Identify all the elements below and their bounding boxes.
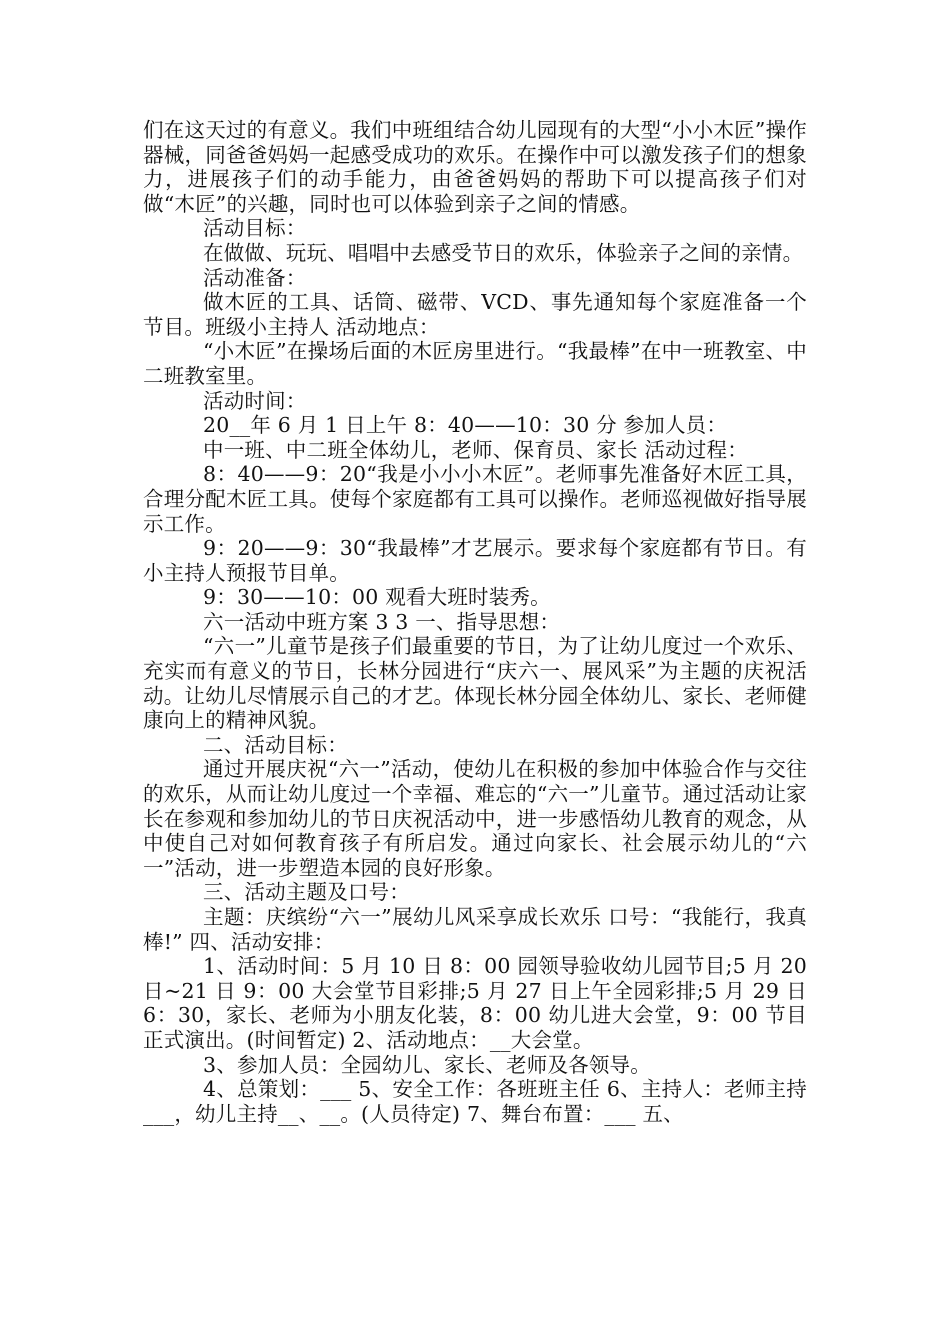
heading-activity-preparation: 活动准备： [203, 265, 307, 290]
paragraph-location: “小木匠”在操场后面的木匠房里进行。“我最棒”在中一班教室、中二班教室里。 [143, 339, 807, 388]
paragraph-attendees: 3、参加人员：全园幼儿、家长、老师及各领导。 [203, 1052, 651, 1077]
paragraph-theme-slogan: 主题：庆缤纷“六一”展幼儿风采享成长欢乐 口号：“我能行，我真棒!” 四、活动安排： [143, 905, 807, 954]
paragraph-preparation: 做木匠的工具、话筒、磁带、VCD、事先通知每个家庭准备一个节目。班级小主持人 活动地点： [143, 290, 807, 339]
heading-activity-time: 活动时间： [203, 388, 307, 413]
heading-activity-goals: 活动目标： [203, 216, 307, 241]
paragraph-process-3: 9：30——10：00 观看大班时装秀。 [203, 585, 551, 610]
paragraph-participants: 中一班、中二班全体幼儿，老师、保育员、家长 活动过程： [203, 437, 748, 462]
paragraph-schedule: 1、活动时间：5 月 10 日 8：00 园领导验收幼儿园节目;5 月 20 日~21 日 9：00 大会堂节目彩排;5 月 27 日上午全园彩排;5 月 29 日 6：30，家长、老师为小朋友化装，8：00 幼儿进大会堂，9：00 节目正式演出。(时间暂定) 2、活动地点：__大会堂。 [143, 954, 807, 1052]
paragraph-intro: 们在这天过的有意义。我们中班组结合幼儿园现有的大型“小小木匠”操作器械，同爸爸妈妈一起感受成功的欢乐。在操作中可以激发孩子们的想象力，进展孩子们的动手能力，由爸爸妈妈的帮助下可以提高孩子们对做“木匠”的兴趣，同时也可以体验到亲子之间的情感。 [143, 118, 807, 216]
paragraph-roles: 4、总策划：___ 5、安全工作：各班班主任 6、主持人：老师主持___，幼儿主持__、__。(人员待定) 7、舞台布置：___ 五、 [143, 1077, 807, 1126]
paragraph-process-2: 9：20——9：30“我最棒”才艺展示。要求每个家庭都有节日。有小主持人预报节目单。 [143, 536, 807, 585]
paragraph-goals-2: 通过开展庆祝“六一”活动，使幼儿在积极的参加中体验合作与交往的欢乐，从而让幼儿度过一个幸福、难忘的“六一”儿童节。通过活动让家长在参观和参加幼儿的节日庆祝活动中，进一步感悟幼儿教育的观念，从中使自己对如何教育孩子有所启发。通过向家长、社会展示幼儿的“六一”活动，进一步塑造本园的良好形象。 [143, 757, 807, 880]
heading-goals-2: 二、活动目标： [203, 732, 348, 757]
heading-theme-slogan: 三、活动主题及口号： [203, 880, 410, 905]
document-body [143, 118, 807, 1126]
paragraph-time: 20__年 6 月 1 日上午 8：40——10：30 分 参加人员： [203, 413, 728, 438]
paragraph-guiding-idea: “六一”儿童节是孩子们最重要的节日，为了让幼儿度过一个欢乐、充实而有意义的节日，长林分园进行“庆六一、展风采”为主题的庆祝活动。让幼儿尽情展示自己的才艺。体现长林分园全体幼儿、家长、老师健康向上的精神风貌。 [143, 634, 807, 733]
paragraph-activity-goals: 在做做、玩玩、唱唱中去感受节日的欢乐，体验亲子之间的亲情。 [203, 240, 804, 265]
heading-plan-3: 六一活动中班方案 3 3 一、指导思想： [203, 609, 561, 634]
paragraph-process-1: 8：40——9：20“我是小小小木匠”。老师事先准备好木匠工具，合理分配木匠工具。使每个家庭都有工具可以操作。老师巡视做好指导展示工作。 [143, 462, 807, 536]
